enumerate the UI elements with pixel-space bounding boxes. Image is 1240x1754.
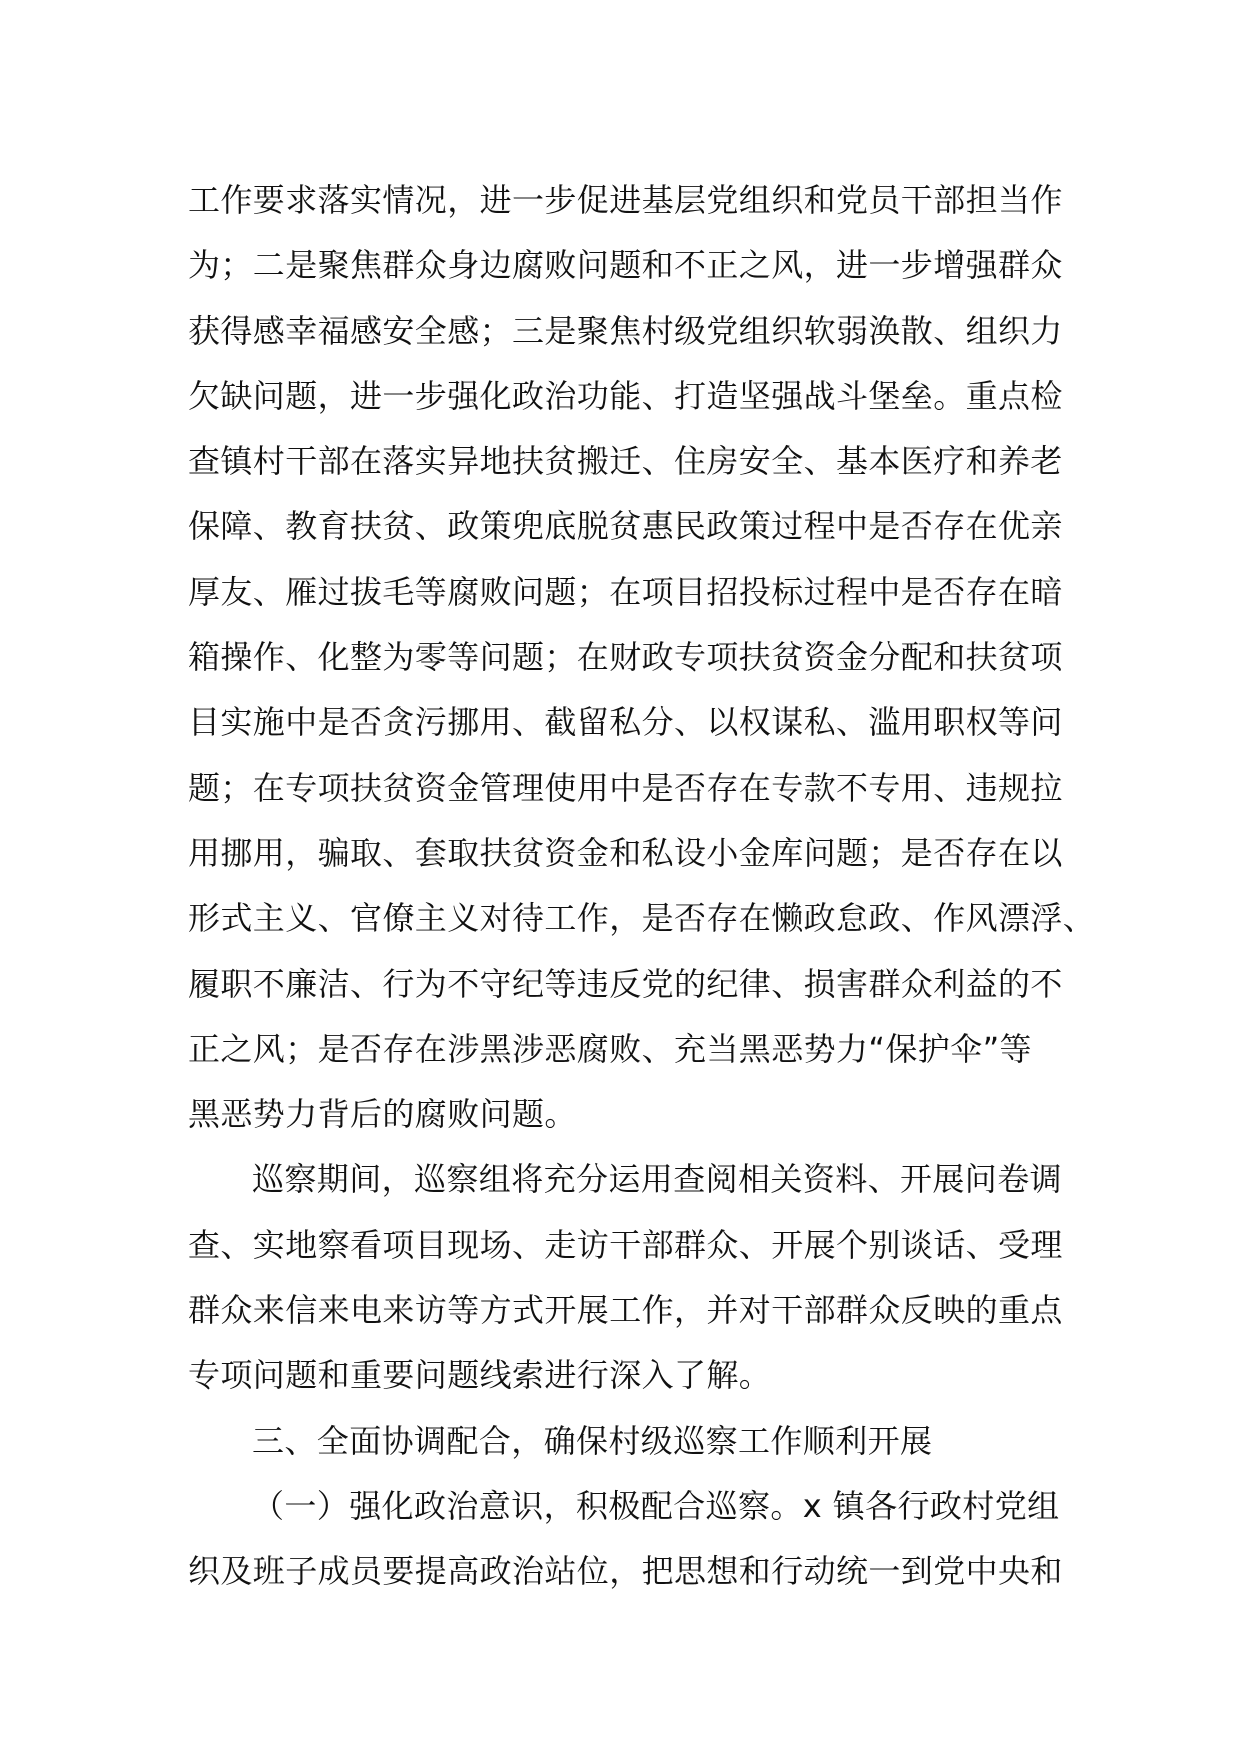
text-line: 正之风；是否存在涉黑涉恶腐败、充当黑恶势力“保护伞”等	[188, 1029, 1032, 1068]
text-line: 专项问题和重要问题线索进行深入了解。	[188, 1356, 772, 1395]
text-line: 目实施中是否贪污挪用、截留私分、以权谋私、滥用职权等问	[188, 703, 1063, 742]
text-line: 织及班子成员要提高政治站位，把思想和行动统一到党中央和	[188, 1552, 1063, 1591]
text-line: 用挪用，骗取、套取扶贫资金和私设小金库问题；是否存在以	[188, 833, 1063, 872]
text-line: 三、全面协调配合，确保村级巡察工作顺利开展	[252, 1421, 933, 1460]
text-line: 箱操作、化整为零等问题；在财政专项扶贫资金分配和扶贫项	[188, 638, 1063, 677]
text-line: 形式主义、官僚主义对待工作，是否存在懒政怠政、作风漂浮、	[188, 899, 1096, 938]
text-line: 群众来信来电来访等方式开展工作，并对干部群众反映的重点	[188, 1291, 1063, 1330]
text-line: 厚友、雁过拔毛等腐败问题；在项目招投标过程中是否存在暗	[188, 572, 1063, 611]
body-text	[188, 168, 1096, 1605]
text-line: 查、实地察看项目现场、走访干部群众、开展个别谈话、受理	[188, 1225, 1063, 1264]
text-line: 查镇村干部在落实异地扶贫搬迁、住房安全、基本医疗和养老	[188, 442, 1063, 481]
text-line: 欠缺问题，进一步强化政治功能、打造坚强战斗堡垒。重点检	[188, 376, 1063, 415]
text-line: （一）强化政治意识，积极配合巡察。x 镇各行政村党组	[252, 1486, 1060, 1525]
text-line: 保障、教育扶贫、政策兜底脱贫惠民政策过程中是否存在优亲	[188, 507, 1063, 546]
text-line: 履职不廉洁、行为不守纪等违反党的纪律、损害群众利益的不	[188, 964, 1063, 1003]
text-line: 题；在专项扶贫资金管理使用中是否存在专款不专用、违规拉	[188, 768, 1063, 807]
text-line: 为；二是聚焦群众身边腐败问题和不正之风，进一步增强群众	[188, 246, 1063, 285]
text-line: 巡察期间，巡察组将充分运用查阅相关资料、开展问卷调	[252, 1160, 1063, 1199]
text-line: 黑恶势力背后的腐败问题。	[188, 1095, 577, 1134]
text-line: 获得感幸福感安全感；三是聚焦村级党组织软弱涣散、组织力	[188, 311, 1063, 350]
text-line: 工作要求落实情况，进一步促进基层党组织和党员干部担当作	[188, 181, 1063, 219]
